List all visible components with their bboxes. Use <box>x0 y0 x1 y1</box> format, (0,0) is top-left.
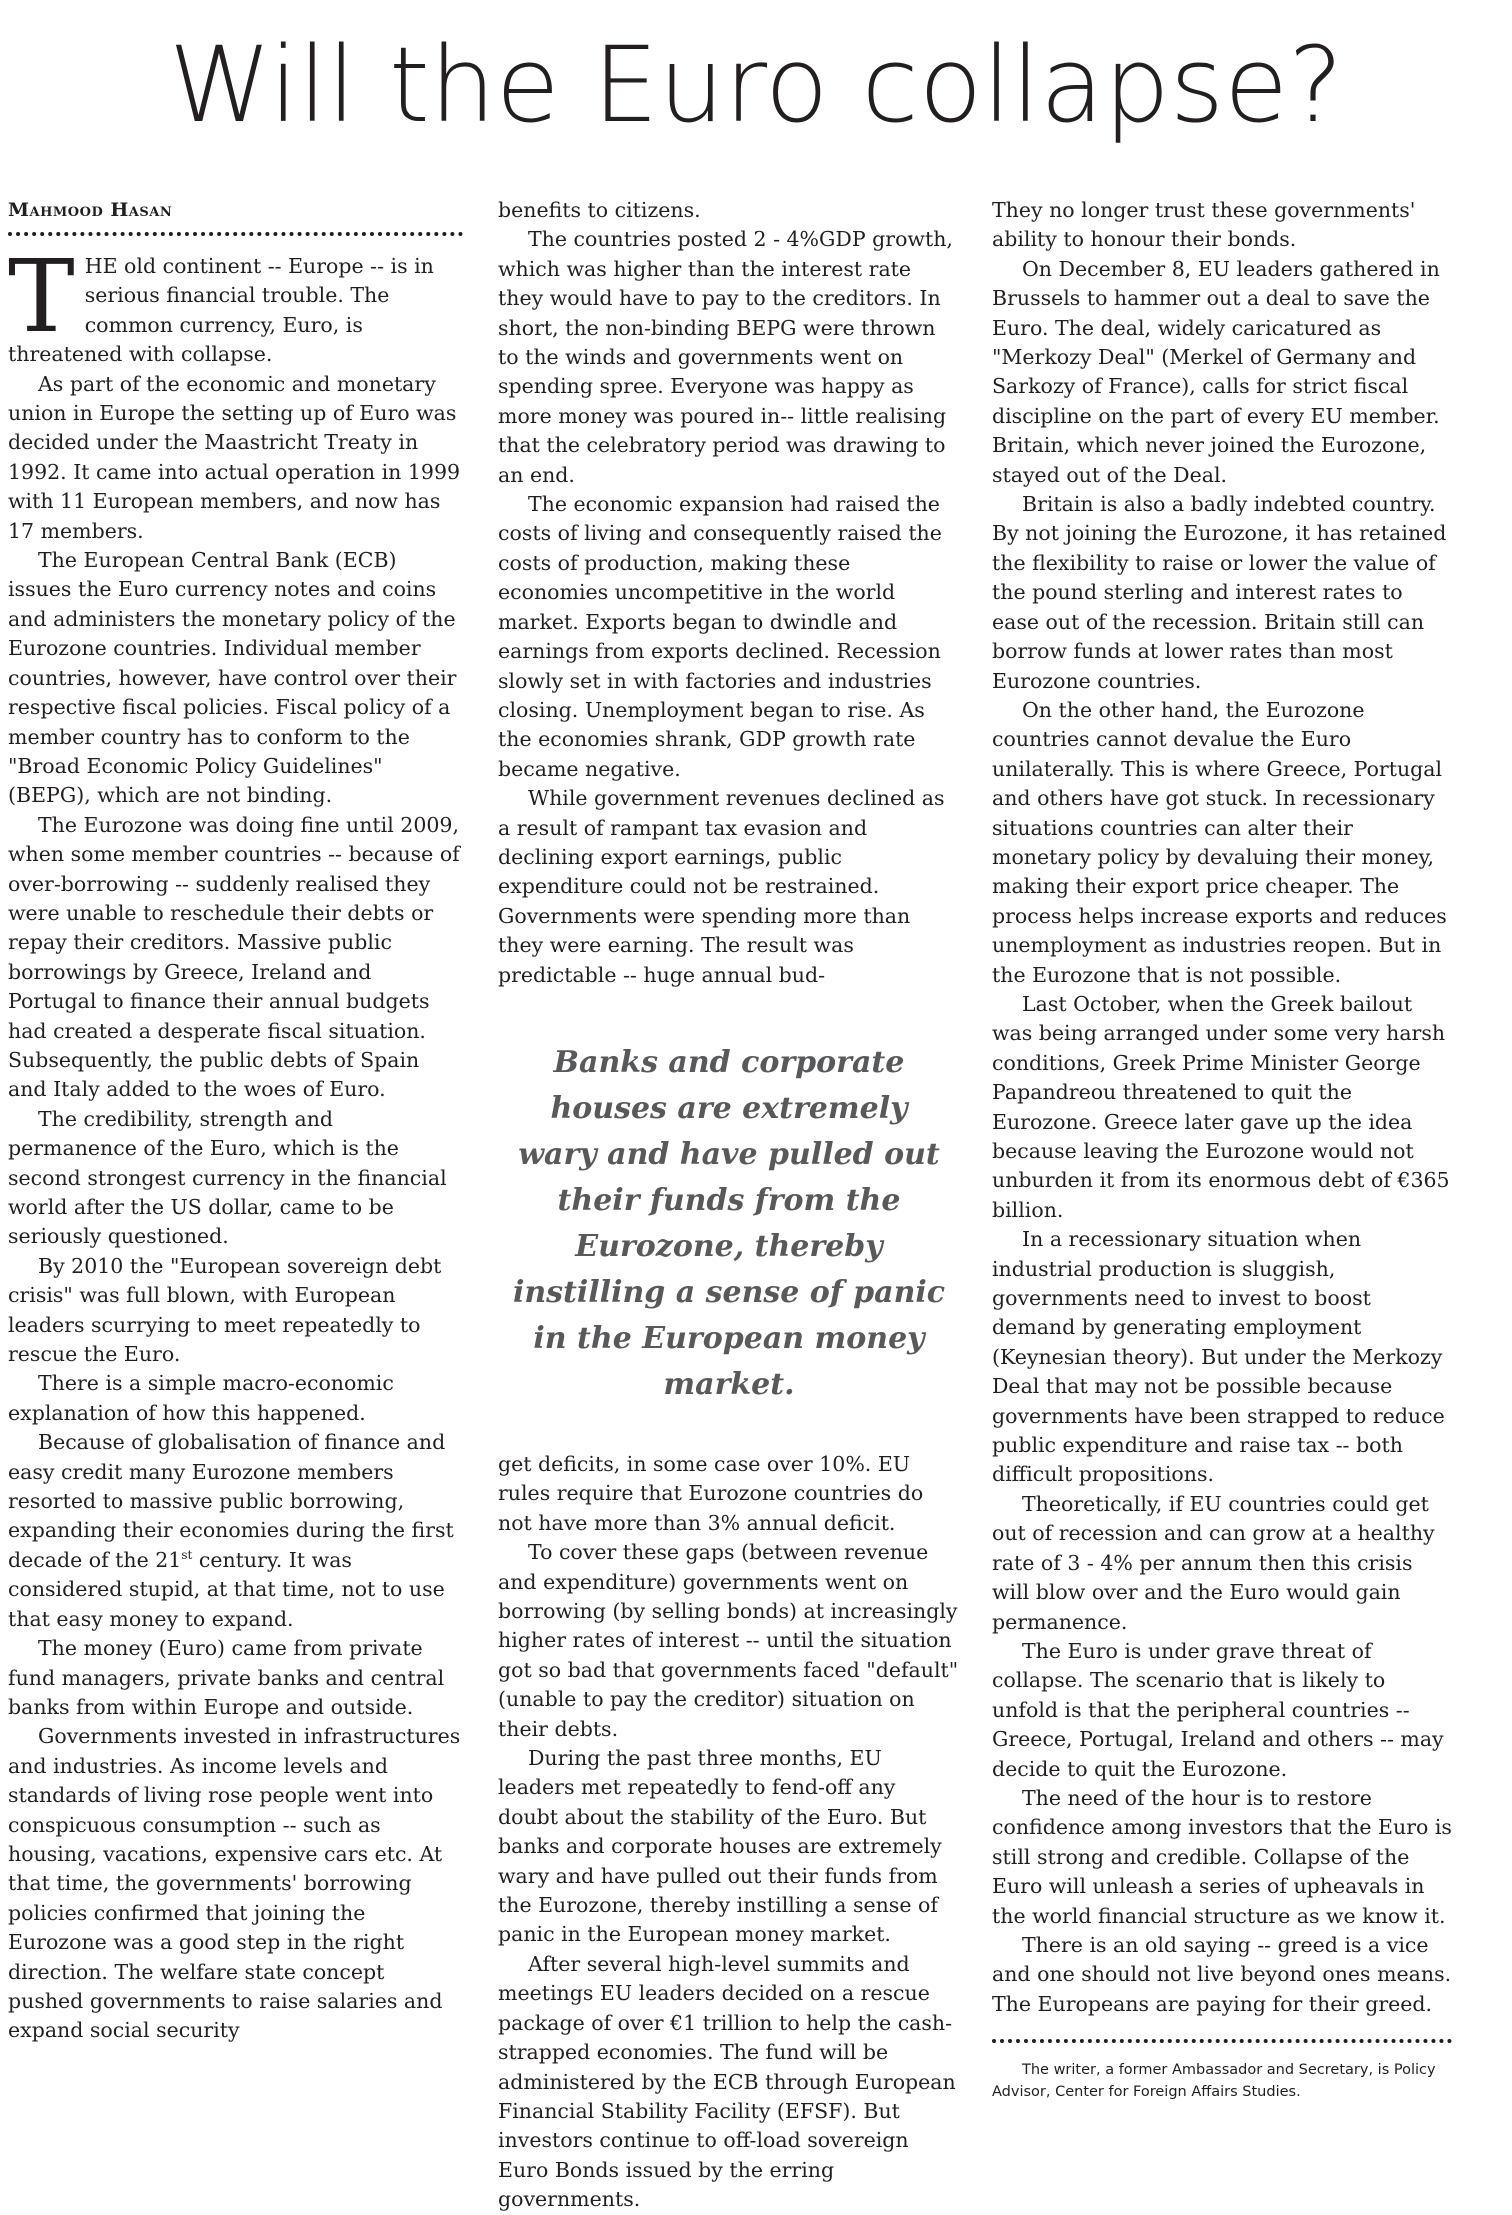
column-2 <box>498 196 960 2215</box>
dropcap: T <box>8 238 75 355</box>
paragraph: Theoretically, if EU countries could get out of recession and can grow at a healthy rate of 3 - 4% per annum then this crisis will blow over and the Euro would gain permanence. <box>992 1491 1435 1634</box>
lead-paragraph <box>8 238 463 370</box>
headline: Will the Euro collapse? <box>168 24 1344 146</box>
paragraph: As part of the economic and monetary union in Europe the setting up of Euro was decided under the Maastricht Treaty in 1992. It came into actual operation in 1999 with 11 European members, and now has 17 members. <box>8 371 461 543</box>
paragraph: After several high-level summits and meetings EU leaders decided on a rescue package of over €1 trillion to help the cash-strapped economies. The fund will be administered by the ECB through European Financial Stability Facility (EFSF). But investors continue to off-load sovereign Euro Bonds issued by the erring governments. <box>498 1951 956 2212</box>
byline-divider <box>8 232 463 236</box>
paragraph: The economic expansion had raised the costs of living and consequently raised the costs of production, making these economies uncompetitive in the world market. Exports began to dwindle and earnings from exports declined. Recession slowly set in with factories and industries closing. Unemployment began to rise. As the economies shrank, GDP growth rate became negative. <box>498 492 942 781</box>
author-divider <box>992 2039 1452 2043</box>
paragraph: There is an old saying -- greed is a vice and one should not live beyond ones means. The Europeans are paying for their greed. <box>992 1932 1452 2016</box>
paragraph-continued: They no longer trust these governments' ability to honour their bonds. <box>992 198 1416 252</box>
paragraph-text: century. It was considered stupid, at that time, not to use that easy money to expand. <box>8 1547 445 1631</box>
paragraph: While government revenues declined as a result of rampant tax evasion and declining export earnings, public expenditure could not be restrained. Governments were spending more than they were earning. The result was predictable -- huge annual bud- <box>498 786 945 987</box>
author-note: The writer, a former Ambassador and Secretary, is Policy Advisor, Center for Foreign Affairs Studies. <box>992 2062 1436 2101</box>
column-3 <box>992 196 1452 2103</box>
paragraph: The credibility, strength and permanence of the Euro, which is the second strongest currency in the financial world after the US dollar, came to be seriously questioned. <box>8 1106 447 1249</box>
paragraph: On December 8, EU leaders gathered in Brussels to hammer out a deal to save the Euro. The deal, widely caricatured as "Merkozy Deal" (Merkel of Germany and Sarkozy of France), calls for strict fiscal discipline on the part of every EU member. Britain, which never joined the Eurozone, stayed out of the Deal. <box>992 256 1440 487</box>
paragraph: Last October, when the Greek bailout was being arranged under some very harsh conditions, Greek Prime Minister George Papandreou threatened to quit the Eurozone. Greece later gave up the idea because leaving the Eurozone would not unburden it from its enormous debt of €365 billion. <box>992 991 1450 1222</box>
paragraph: By 2010 the "European sovereign debt crisis" was full blown, with European leaders scurrying to meet repeatedly to rescue the Euro. <box>8 1253 442 1367</box>
paragraph: Britain is also a badly indebted country. By not joining the Eurozone, it has retained the flexibility to raise or lower the value of the pound sterling and interest rates to ease out of the recession. Britain still can borrow funds at lower rates than most Eurozone countries. <box>992 492 1447 693</box>
column-1 <box>8 196 463 2046</box>
paragraph: There is a simple macro-economic explanation of how this happened. <box>8 1371 394 1425</box>
paragraph-text: Because of globalisation of finance and easy credit many Eurozone members resorted to massive public borrowing, expanding their economies during the first decade of the 21 <box>8 1430 454 1572</box>
paragraph-continued: benefits to citizens. <box>498 198 701 222</box>
pull-quote: Banks and corporate houses are extremely wary and have pulled out their funds from the Eurozone, thereby instilling a sense of panic in the European money market. <box>512 1044 946 1402</box>
paragraph: The Eurozone was doing fine until 2009, when some member countries -- because of over-borrowing -- suddenly realised they were unable to reschedule their debts or repay their creditors. Massive public borrowings by Greece, Ireland and Portugal to finance their annual budgets had created a desperate fiscal situation. Subsequently, the public debts of Spain and Italy added to the woes of Euro. <box>8 812 460 1102</box>
paragraph: On the other hand, the Eurozone countries cannot devalue the Euro unilaterally. This is where Greece, Portugal and others have got stuck. In recessionary situations countries can alter their monetary policy by devaluing their money, making their export price cheaper. The process helps increase exports and reduces unemployment as industries reopen. But in the Eurozone that is not possible. <box>992 697 1447 987</box>
paragraph: The money (Euro) came from private fund managers, private banks and central banks from within Europe and outside. <box>8 1636 445 1719</box>
superscript: st <box>181 1548 193 1563</box>
paragraph: The countries posted 2 - 4%GDP growth, which was higher than the interest rate they would have to pay to the creditors. In short, the non-binding BEPG were thrown to the winds and governments went on spending spree. Everyone was happy as more money was poured in-- little realising that the celebratory period was drawing to an end. <box>498 227 953 487</box>
paragraph-continued: get deficits, in some case over 10%. EU rules require that Eurozone countries do not have more than 3% annual deficit. <box>498 1451 924 1535</box>
lead-text: HE old continent -- Europe -- is in serious financial trouble. The common currency, Euro, is threatened with collapse. <box>8 254 434 367</box>
paragraph: The European Central Bank (ECB) issues the Euro currency notes and coins and administers the monetary policy of the Eurozone countries. Individual member countries, however, have control over their respective fiscal policies. Fiscal policy of a member country has to conform to the "Broad Economic Policy Guidelines" (BEPG), which are not binding. <box>8 548 457 808</box>
paragraph: To cover these gaps (between revenue and expenditure) governments went on borrowing (by selling bonds) at increasingly higher rates of interest -- until the situation got so bad that governments faced "default" (unable to pay the creditor) situation on their debts. <box>498 1540 959 1741</box>
paragraph: Governments invested in infrastructures and industries. As income levels and standards of living rose people went into conspicuous consumption -- such as housing, vacations, expensive cars etc. At that time, the governments' borrowing policies confirmed that joining the Eurozone was a good step in the right direction. The welfare state concept pushed governments to raise salaries and expand social security <box>8 1724 461 2043</box>
paragraph: In a recessionary situation when industrial production is sluggish, governments need to invest to boost demand by generating employment (Keynesian theory). But under the Merkozy Deal that may not be possible because governments have been strapped to reduce public expenditure and raise tax -- both difficult propositions. <box>992 1227 1445 1487</box>
paragraph: The Euro is under grave threat of collapse. The scenario that is likely to unfold is that the peripheral countries -- Greece, Portugal, Ireland and others -- may decide to quit the Eurozone. <box>992 1638 1444 1781</box>
paragraph: The need of the hour is to restore confidence among investors that the Euro is still strong and credible. Collapse of the Euro will unleash a series of upheavals in the world financial structure as we know it. <box>992 1785 1452 1928</box>
paragraph: During the past three months, EU leaders met repeatedly to fend-off any doubt about the stability of the Euro. But banks and corporate houses are extremely wary and have pulled out their funds from the Eurozone, thereby instilling a sense of panic in the European money market. <box>498 1746 942 1947</box>
paragraph <box>8 1428 463 1634</box>
byline: Mahmood Hasan <box>8 199 173 221</box>
